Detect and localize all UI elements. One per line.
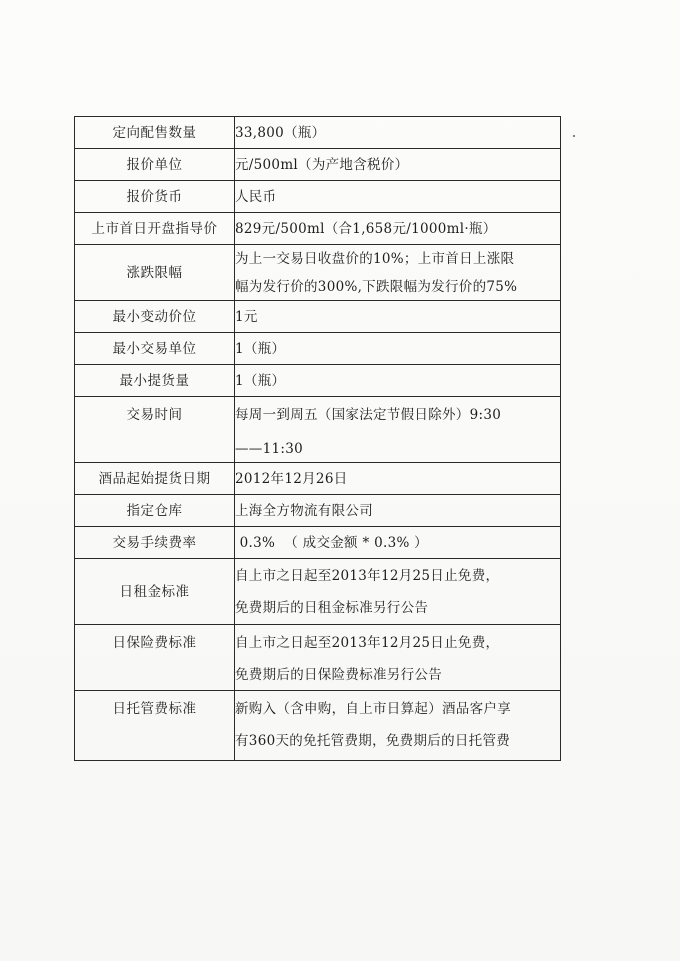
table-row	[75, 117, 561, 149]
row-value	[235, 559, 561, 625]
row-label: 报价单位	[75, 149, 235, 181]
row-label: 定向配售数量	[75, 117, 235, 149]
value-line: 为上一交易日收盘价的10%；上市首日上涨限	[235, 250, 515, 267]
table-row	[75, 559, 561, 625]
row-label: 最小变动价位	[75, 301, 235, 333]
table-row	[75, 527, 561, 559]
row-value: 0.3% （ 成交金额 * 0.3% ）	[235, 527, 561, 559]
row-label: 交易时间	[75, 397, 235, 463]
row-value	[235, 245, 561, 301]
scan-speck	[573, 135, 575, 137]
row-label: 酒品起始提货日期	[75, 463, 235, 495]
row-value: 1（瓶）	[235, 333, 561, 365]
row-label: 日租金标准	[75, 559, 235, 625]
value-line: 幅为发行价的300%,下跌限幅为发行价的75%	[235, 278, 518, 295]
table-row	[75, 213, 561, 245]
row-value: 人民币	[235, 181, 561, 213]
row-value: 33,800（瓶）	[235, 117, 561, 149]
row-value: 元/500ml（为产地含税价）	[235, 149, 561, 181]
row-label: 上市首日开盘指导价	[75, 213, 235, 245]
value-line: 新购入（含申购，自上市日算起）酒品客户享	[235, 701, 511, 717]
row-value	[235, 625, 561, 691]
value-line: 免费期后的日保险费标准另行公告	[235, 667, 442, 683]
table-row	[75, 245, 561, 301]
table-row	[75, 365, 561, 397]
table-row	[75, 301, 561, 333]
row-value: 1（瓶）	[235, 365, 561, 397]
table-row	[75, 691, 561, 761]
row-value: 1元	[235, 301, 561, 333]
row-value	[235, 397, 561, 463]
row-label: 涨跌限幅	[75, 245, 235, 301]
value-line: 免费期后的日租金标准另行公告	[235, 599, 429, 616]
value-line: 每周一到周五（国家法定节假日除外）9:30	[235, 407, 502, 423]
value-line: 有360天的免托管费期，免费期后的日托管费	[235, 733, 511, 749]
table-row	[75, 495, 561, 527]
row-label: 交易手续费率	[75, 527, 235, 559]
row-label: 报价货币	[75, 181, 235, 213]
table-row	[75, 149, 561, 181]
row-value: 829元/500ml（合1,658元/1000ml·瓶）	[235, 213, 561, 245]
table-row	[75, 397, 561, 463]
row-value	[235, 691, 561, 761]
trading-terms-table	[74, 116, 561, 761]
table-row	[75, 625, 561, 691]
row-label: 日托管费标准	[75, 691, 235, 761]
row-label: 日保险费标准	[75, 625, 235, 691]
table-row	[75, 463, 561, 495]
value-line: 自上市之日起至2013年12月25日止免费，	[235, 567, 500, 584]
value-line: ——11:30	[235, 441, 304, 457]
value-line: 自上市之日起至2013年12月25日止免费，	[235, 635, 500, 651]
table-row	[75, 333, 561, 365]
row-value: 上海全方物流有限公司	[235, 495, 561, 527]
table-row	[75, 181, 561, 213]
row-value: 2012年12月26日	[235, 463, 561, 495]
row-label: 最小交易单位	[75, 333, 235, 365]
row-label: 指定仓库	[75, 495, 235, 527]
row-label: 最小提货量	[75, 365, 235, 397]
